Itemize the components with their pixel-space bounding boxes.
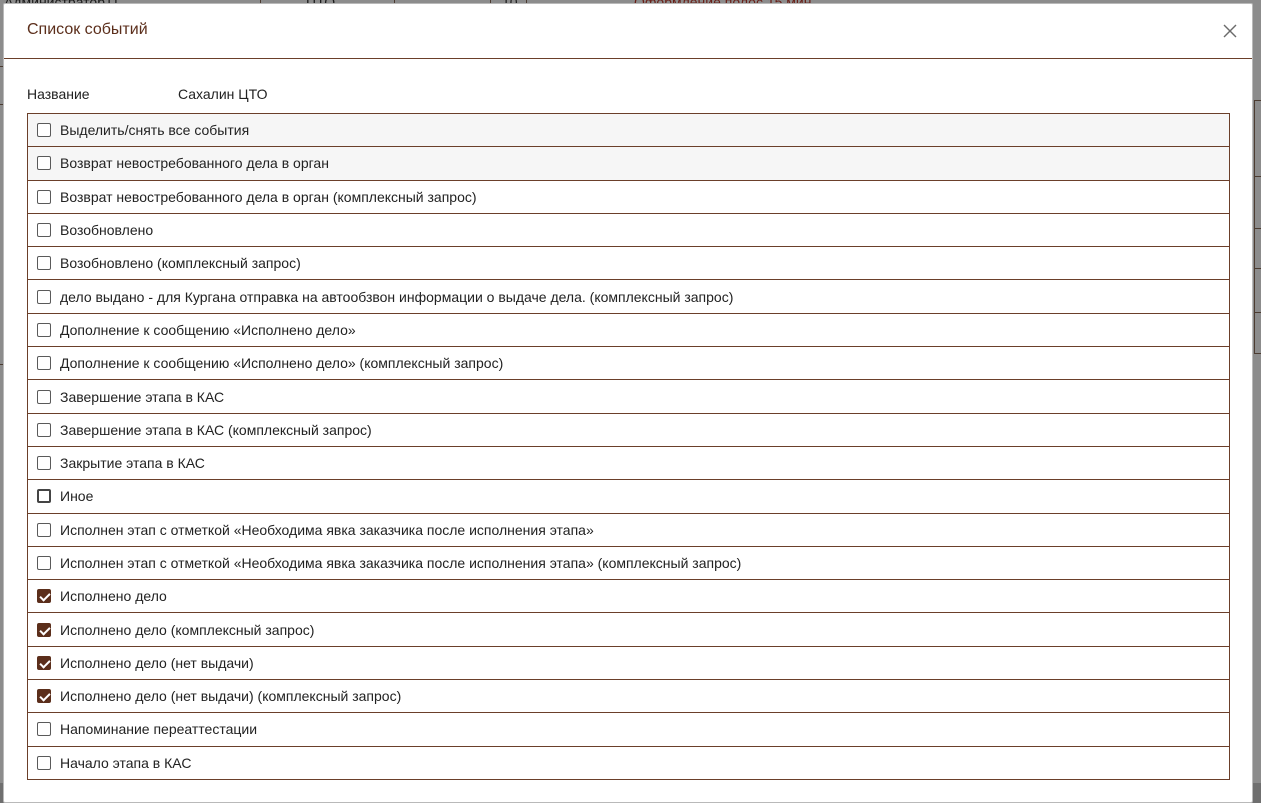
event-row[interactable] (28, 547, 1229, 580)
event-label[interactable]: Исполнен этап с отметкой «Необходима явка заказчика после исполнения этапа» (комплексный запрос) (60, 555, 742, 571)
event-checkbox[interactable] (37, 756, 51, 770)
event-row[interactable] (28, 280, 1229, 313)
event-row[interactable] (28, 613, 1229, 646)
event-checkbox[interactable] (37, 556, 51, 570)
event-row[interactable] (28, 181, 1229, 214)
event-row[interactable] (28, 214, 1229, 247)
event-row[interactable] (28, 514, 1229, 547)
event-checkbox[interactable] (37, 390, 51, 404)
event-checkbox[interactable] (37, 323, 51, 337)
event-label[interactable]: Исполнено дело (нет выдачи) (60, 654, 254, 671)
event-label[interactable]: Исполнено дело (нет выдачи) (комплексный запрос) (60, 688, 402, 705)
event-row[interactable] (28, 580, 1229, 613)
event-label[interactable]: Начало этапа в КАС (60, 754, 192, 771)
event-label[interactable]: Иное (60, 488, 94, 505)
event-checkbox[interactable] (37, 223, 51, 237)
event-label[interactable]: Выделить/снять все события (60, 122, 250, 139)
event-checkbox[interactable] (37, 256, 51, 270)
dialog-header (4, 4, 1252, 59)
select-all-row[interactable] (28, 114, 1229, 147)
event-row[interactable] (28, 647, 1229, 680)
event-label[interactable]: Возобновлено (комплексный запрос) (60, 255, 301, 272)
event-checkbox[interactable] (37, 656, 51, 670)
event-row[interactable] (28, 414, 1229, 447)
name-value: Сахалин ЦТО (178, 86, 268, 102)
event-row[interactable] (28, 247, 1229, 280)
event-label[interactable]: Напоминание переаттестации (60, 721, 258, 738)
name-label: Название (27, 86, 90, 102)
event-checkbox[interactable] (37, 589, 51, 603)
events-dialog (3, 3, 1253, 803)
event-row[interactable] (28, 314, 1229, 347)
event-row[interactable] (28, 747, 1229, 780)
event-label[interactable]: Возобновлено (60, 222, 154, 239)
event-label[interactable]: Завершение этапа в КАС (комплексный запрос) (60, 421, 372, 438)
event-checkbox[interactable] (37, 489, 51, 503)
event-row[interactable] (28, 480, 1229, 513)
close-icon[interactable] (1222, 23, 1238, 39)
event-checkbox[interactable] (37, 722, 51, 736)
event-label[interactable]: Завершение этапа в КАС (60, 388, 225, 405)
event-label[interactable]: Дополнение к сообщению «Исполнено дело» (комплексный запрос) (60, 355, 504, 372)
event-row[interactable] (28, 680, 1229, 713)
event-row[interactable] (28, 713, 1229, 746)
event-label[interactable]: Дополнение к сообщению «Исполнено дело» (60, 321, 356, 338)
event-label[interactable]: Исполнено дело (60, 588, 167, 605)
event-checkbox[interactable] (37, 523, 51, 537)
event-row[interactable] (28, 447, 1229, 480)
event-checkbox[interactable] (37, 623, 51, 637)
event-label[interactable]: Возврат невостребованного дела в орган (60, 155, 329, 172)
event-label[interactable]: Закрытие этапа в КАС (60, 455, 205, 472)
event-checkbox[interactable] (37, 290, 51, 304)
dialog-title: Список событий (27, 21, 148, 38)
event-checkbox[interactable] (37, 423, 51, 437)
event-row[interactable] (28, 147, 1229, 180)
event-checkbox[interactable] (37, 190, 51, 204)
event-checkbox[interactable] (37, 356, 51, 370)
event-list (27, 113, 1230, 780)
event-checkbox[interactable] (37, 456, 51, 470)
event-label[interactable]: Возврат невостребованного дела в орган (комплексный запрос) (60, 188, 477, 205)
event-label[interactable]: дело выдано - для Кургана отправка на автообзвон информации о выдаче дела. (комплексный запрос) (60, 288, 734, 305)
event-checkbox[interactable] (37, 689, 51, 703)
event-label[interactable]: Исполнен этап с отметкой «Необходима явка заказчика после исполнения этапа» (60, 521, 594, 538)
event-label[interactable]: Исполнено дело (комплексный запрос) (60, 621, 315, 638)
event-checkbox[interactable] (37, 156, 51, 170)
select-all-checkbox[interactable] (37, 123, 51, 137)
event-row[interactable] (28, 380, 1229, 413)
event-row[interactable] (28, 347, 1229, 380)
